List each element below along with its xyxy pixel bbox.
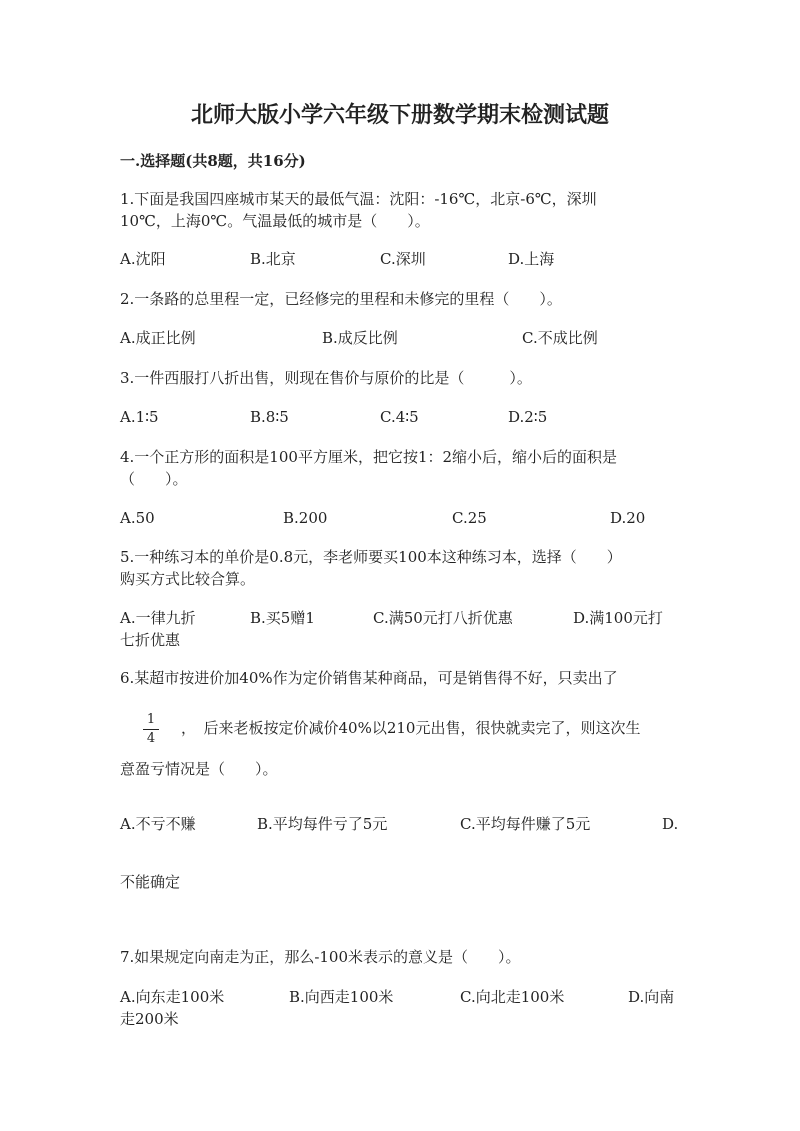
question-3-line-1: 3.一件西服打八折出售，则现在售价与原价的比是（ ）。 bbox=[120, 369, 532, 387]
question-6-option-b: B.平均每件亏了5元 bbox=[257, 815, 388, 833]
question-3-option-c: C.4∶5 bbox=[380, 408, 419, 426]
question-1-option-a: A.沈阳 bbox=[120, 250, 166, 268]
question-6-option-d-wrap: 不能确定 bbox=[120, 873, 181, 891]
question-1-line-2: 10℃，上海0℃。气温最低的城市是（ ）。 bbox=[120, 212, 430, 230]
question-1-option-c: C.深圳 bbox=[380, 250, 426, 268]
question-7-option-c: C.向北走100米 bbox=[460, 988, 565, 1006]
question-1-option-d: D.上海 bbox=[508, 250, 555, 268]
question-3-option-b: B.8∶5 bbox=[250, 408, 289, 426]
question-1-option-b: B.北京 bbox=[250, 250, 296, 268]
question-6-option-a: A.不亏不赚 bbox=[120, 815, 196, 833]
question-5-option-c: C.满50元打八折优惠 bbox=[373, 609, 513, 627]
question-6-option-d: D. bbox=[662, 815, 679, 833]
question-5-option-d: D.满100元打 bbox=[573, 609, 663, 627]
fraction-one-quarter bbox=[143, 712, 159, 747]
section-heading: 一.选择题(共8题，共16分) bbox=[120, 152, 306, 170]
question-3-option-a: A.1∶5 bbox=[120, 408, 159, 426]
page-title: 北师大版小学六年级下册数学期末检测试题 bbox=[190, 102, 609, 128]
fraction-denominator: 4 bbox=[146, 731, 156, 746]
question-2-option-c: C.不成比例 bbox=[522, 329, 598, 347]
question-6-line-1: 6.某超市按进价加40%作为定价销售某种商品，可是销售得不好，只卖出了 bbox=[120, 669, 618, 687]
question-4-option-a: A.50 bbox=[120, 509, 155, 527]
question-5-option-a: A.一律九折 bbox=[120, 609, 196, 627]
question-5-option-b: B.买5赠1 bbox=[250, 609, 315, 627]
question-7-line-1: 7.如果规定向南走为正，那么-100米表示的意义是（ ）。 bbox=[120, 948, 521, 966]
question-3-option-d: D.2∶5 bbox=[508, 408, 548, 426]
question-2-option-a: A.成正比例 bbox=[120, 329, 196, 347]
question-4-option-d: D.20 bbox=[610, 509, 646, 527]
fraction-numerator: 1 bbox=[146, 712, 156, 727]
question-5-line-2: 购买方式比较合算。 bbox=[120, 570, 256, 588]
question-7-option-b: B.向西走100米 bbox=[289, 988, 394, 1006]
question-4-option-b: B.200 bbox=[283, 509, 328, 527]
question-4-line-1: 4.一个正方形的面积是100平方厘米，把它按1：2缩小后，缩小后的面积是 bbox=[120, 448, 618, 466]
question-7-option-d: D.向南 bbox=[628, 988, 675, 1006]
question-6-line-2: ， 后来老板按定价减价40%以210元出售，很快就卖完了，则这次生 bbox=[181, 719, 641, 737]
question-7-option-a: A.向东走100米 bbox=[120, 988, 225, 1006]
question-7-option-d-wrap: 走200米 bbox=[120, 1010, 179, 1028]
question-6-option-c: C.平均每件赚了5元 bbox=[460, 815, 591, 833]
question-1-line-1: 1.下面是我国四座城市某天的最低气温：沈阳：-16℃，北京-6℃，深圳 bbox=[120, 190, 597, 208]
question-6-line-3: 意盈亏情况是（ ）。 bbox=[120, 760, 278, 778]
fraction-bar bbox=[143, 729, 159, 730]
question-2-line-1: 2.一条路的总里程一定，已经修完的里程和未修完的里程（ ）。 bbox=[120, 290, 562, 308]
question-4-line-2: （ ）。 bbox=[120, 470, 188, 488]
question-4-option-c: C.25 bbox=[452, 509, 487, 527]
question-5-option-d-wrap: 七折优惠 bbox=[120, 631, 181, 649]
question-2-option-b: B.成反比例 bbox=[322, 329, 398, 347]
question-5-line-1: 5.一种练习本的单价是0.8元，李老师要买100本这种练习本，选择（ ） bbox=[120, 548, 622, 566]
